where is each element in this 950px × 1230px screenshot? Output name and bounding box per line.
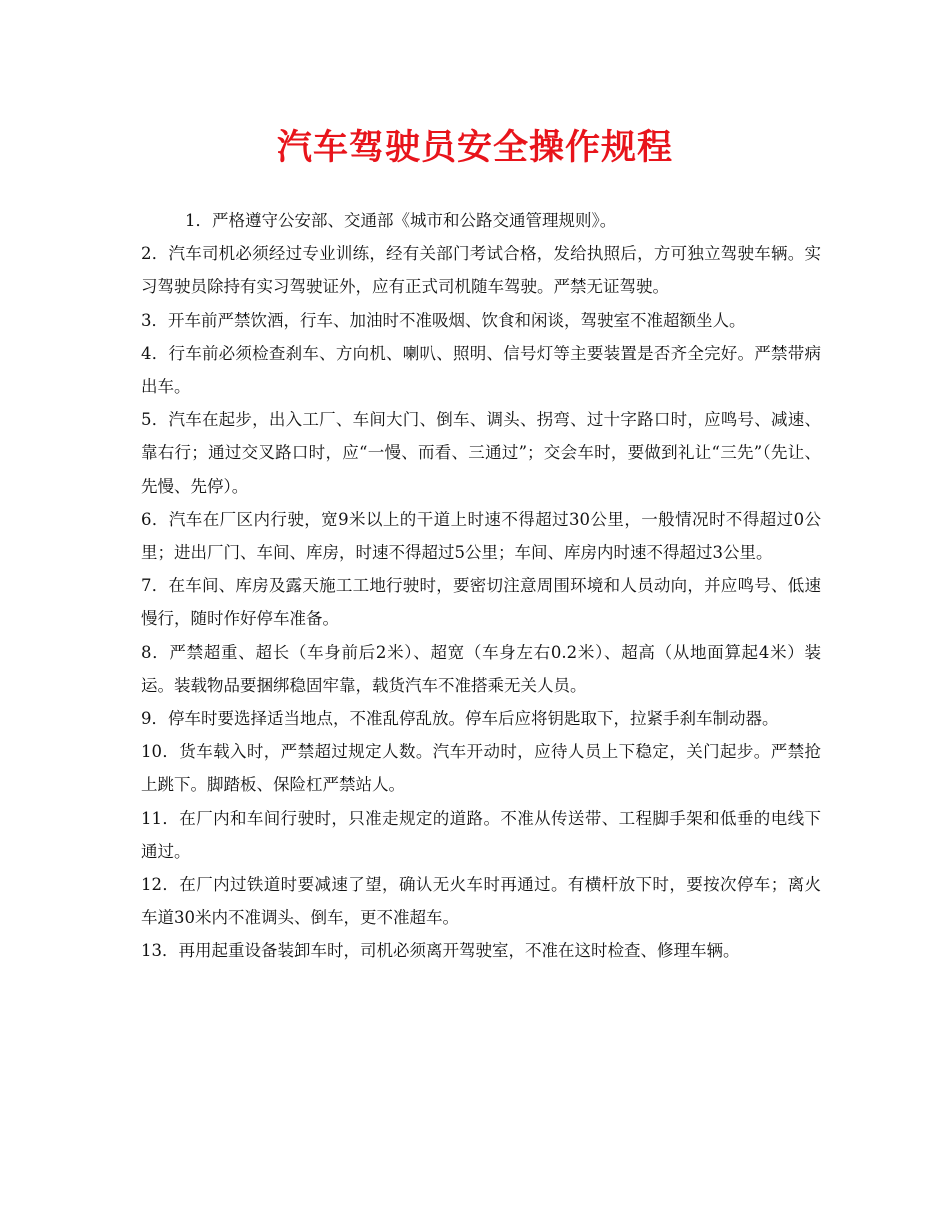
rule-paragraph-9: 9．停车时要选择适当地点，不准乱停乱放。停车后应将钥匙取下，拉紧手刹车制动器。 [141,709,779,729]
rule-paragraph-5: 5．汽车在起步，出入工厂、车间大门、倒车、调头、拐弯、过十字路口时，应鸣号、减速、靠右行；通过交叉路口时，应“一慢、而看、三通过”；交会车时，要做到礼让“三先”（先让、先慢、先停）。 [141,410,821,496]
document-title: 汽车驾驶员安全操作规程 [276,127,673,168]
rule-paragraph-3: 3．开车前严禁饮酒，行车、加油时不准吸烟、饮食和闲谈，驾驶室不准超额坐人。 [141,310,746,330]
rule-paragraph-13: 13．再用起重设备装卸车时，司机必须离开驾驶室，不准在这时检查、修理车辆。 [141,941,740,961]
rule-paragraph-12: 12．在厂内过铁道时要减速了望，确认无火车时再通过。有横杆放下时，要按次停车；离火车道30米内不准调头、倒车，更不准超车。 [141,875,821,928]
rule-paragraph-11: 11．在厂内和车间行驶时，只准走规定的道路。不准从传送带、工程脚手架和低垂的电线下通过。 [141,808,821,861]
rule-paragraph-6: 6．汽车在厂区内行驶，宽9米以上的干道上时速不得超过30公里，一般情况时不得超过0公里；进出厂门、车间、库房，时速不得超过5公里；车间、库房内时速不得超过3公里。 [141,509,821,563]
rule-paragraph-8: 8．严禁超重、超长（车身前后2米）、超宽（车身左右0.2米）、超高（从地面算起4米）装运。装载物品要捆绑稳固牢靠，载货汽车不准搭乘无关人员。 [141,642,821,695]
rule-paragraph-2: 2．汽车司机必须经过专业训练，经有关部门考试合格，发给执照后，方可独立驾驶车辆。实习驾驶员除持有实习驾驶证外，应有正式司机随车驾驶。严禁无证驾驶。 [141,244,821,297]
rule-paragraph-4: 4．行车前必须检查刹车、方向机、喇叭、照明、信号灯等主要装置是否齐全完好。严禁带病出车。 [141,343,821,397]
document-body [141,204,821,968]
rule-paragraph-7: 7．在车间、库房及露天施工工地行驶时，要密切注意周围环境和人员动向，并应鸣号、低速慢行，随时作好停车准备。 [141,576,821,629]
rule-paragraph-1: 1．严格遵守公安部、交通部《城市和公路交通管理规则》。 [185,211,617,230]
rule-paragraph-10: 10．货车载入时，严禁超过规定人数。汽车开动时，应待人员上下稳定，关门起步。严禁抢上跳下。脚踏板、保险杠严禁站人。 [141,742,821,795]
